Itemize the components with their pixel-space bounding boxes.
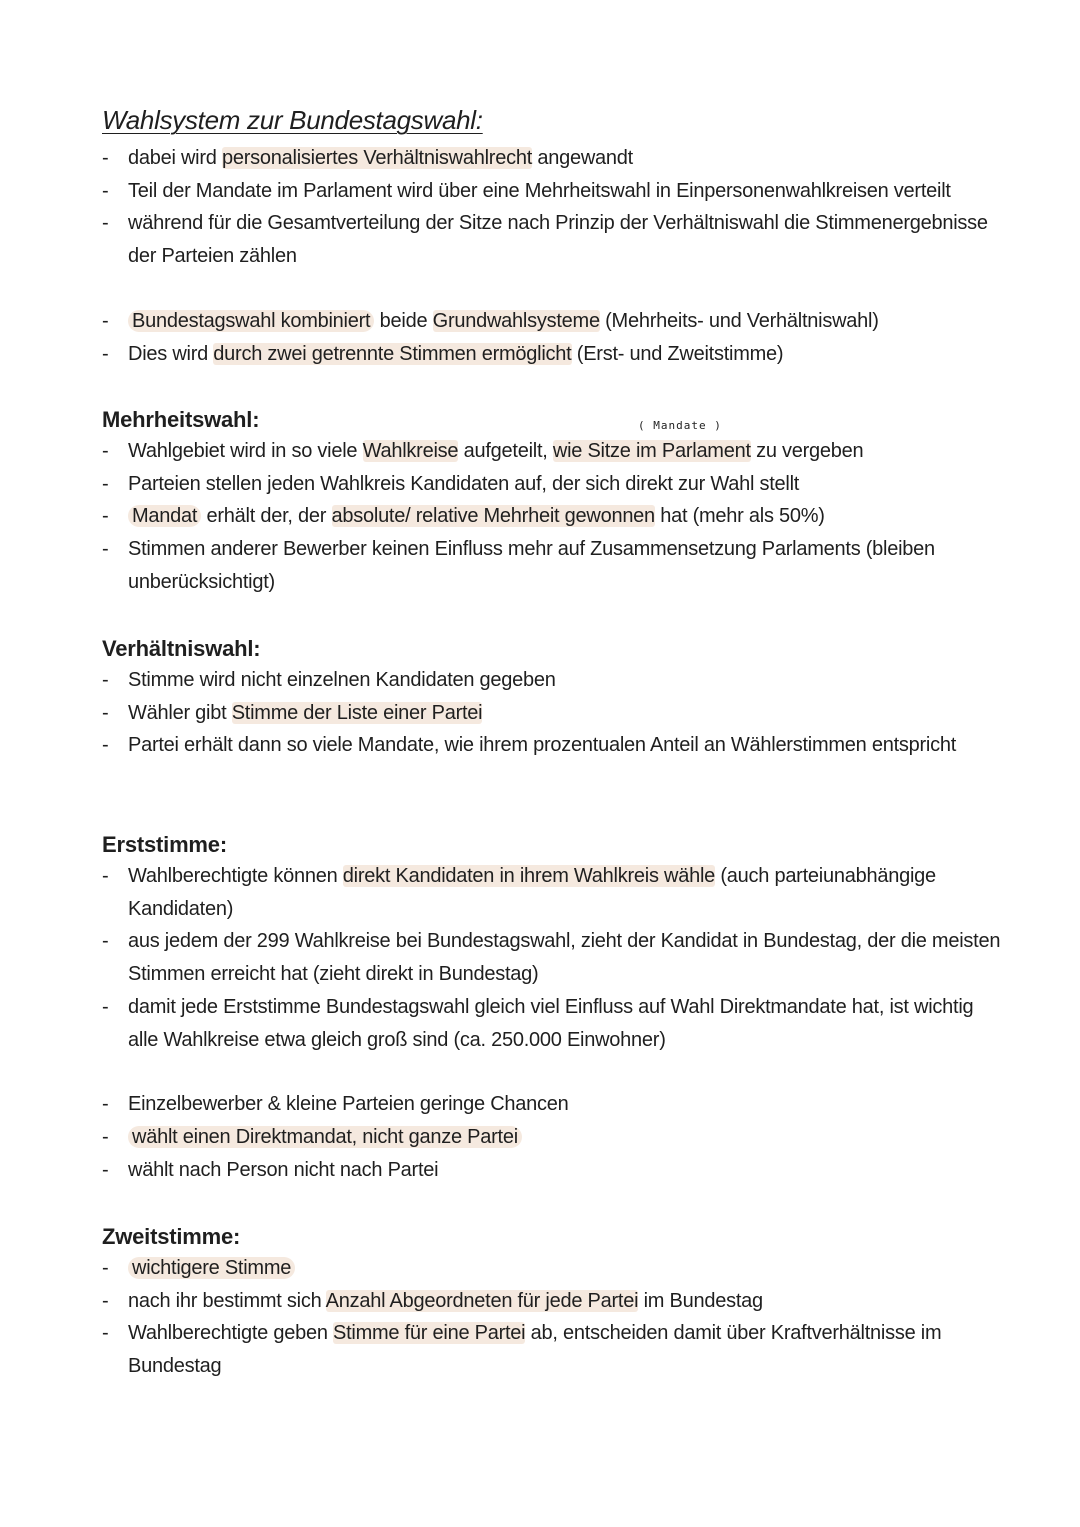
list-item: - nach ihr bestimmt sich Anzahl Abgeordneten für jede Partei im Bundestag	[102, 1285, 1002, 1318]
highlight: direkt Kandidaten in ihrem Wahlkreis wähle	[342, 865, 716, 887]
highlight: Stimme für eine Partei	[333, 1322, 526, 1345]
section-verhaeltniswahl	[102, 634, 1002, 762]
list-item: - Stimme wird nicht einzelnen Kandidaten gegeben	[102, 664, 1002, 697]
section-zweitstimme	[102, 1222, 1002, 1383]
list-item: - Wahlgebiet wird in so viele Wahlkreise aufgeteilt, wie Sitze im Parlament zu vergeben	[102, 435, 1002, 468]
mehrheitswahl-list	[102, 435, 1002, 599]
list-item: - Wahlberechtigte können direkt Kandidaten in ihrem Wahlkreis wähle (auch parteiunabhängige Kandidaten)	[102, 860, 1002, 925]
section-wahlsystem	[102, 104, 1002, 370]
list-item: - Partei erhält dann so viele Mandate, wie ihrem prozentualen Anteil an Wählerstimmen entspricht	[102, 729, 1002, 762]
list-item	[102, 1252, 1002, 1285]
zweitstimme-list	[102, 1252, 1002, 1383]
list-item: - Einzelbewerber & kleine Parteien geringe Chancen	[102, 1088, 1002, 1121]
highlight: wichtigere Stimme	[128, 1257, 295, 1279]
section-heading: Zweitstimme:	[102, 1224, 241, 1249]
list-item: - damit jede Erststimme Bundestagswahl gleich viel Einfluss auf Wahl Direktmandate hat, ist wichtig alle Wahlkreise etwa gleich groß sind (ca. 250.000 Einwohner)	[102, 991, 1002, 1056]
list-item	[102, 1121, 1002, 1154]
erststimme-list	[102, 860, 1002, 1186]
list-item: - Mandat erhält der, der absolute/ relative Mehrheit gewonnen hat (mehr als 50%)	[102, 500, 1002, 533]
verhaeltniswahl-list	[102, 664, 1002, 762]
list-item: - Bundestagswahl kombiniert beide Grundwahlsysteme (Mehrheits- und Verhältniswahl)	[102, 305, 1002, 338]
highlight: Bundestagswahl kombiniert	[128, 310, 374, 332]
highlight: personalisiertes Verhältniswahlrecht	[221, 147, 533, 169]
highlight: absolute/ relative Mehrheit gewonnen	[331, 505, 655, 528]
highlight: Stimme der Liste einer Partei	[231, 701, 483, 724]
highlight: Mandat	[128, 505, 201, 527]
highlight: durch zwei getrennte Stimmen ermöglicht	[213, 342, 572, 365]
highlight: Wahlkreise	[362, 440, 459, 462]
list-item: - Dies wird durch zwei getrennte Stimmen ermöglicht (Erst- und Zweitstimme)	[102, 338, 1002, 371]
highlight: wie Sitze im Parlament	[552, 440, 751, 462]
list-item: - dabei wird personalisiertes Verhältniswahlrecht angewandt	[102, 142, 1002, 175]
page-title: Wahlsystem zur Bundestagswahl:	[102, 105, 483, 135]
highlight: Anzahl Abgeordneten für jede Partei	[325, 1289, 639, 1312]
list-item: - Wahlberechtigte geben Stimme für eine Partei ab, entscheiden damit über Kraftverhältnisse im Bundestag	[102, 1317, 1002, 1382]
section-heading: Verhältniswahl:	[102, 636, 261, 661]
list-item: - wählt nach Person nicht nach Partei	[102, 1154, 1002, 1187]
list-item: - Parteien stellen jeden Wahlkreis Kandidaten auf, der sich direkt zur Wahl stellt	[102, 468, 1002, 501]
handwritten-annotation: ( Mandate )	[638, 419, 722, 432]
section-erststimme	[102, 830, 1002, 1186]
section-heading: Mehrheitswahl:	[102, 407, 260, 432]
list-item: - Stimmen anderer Bewerber keinen Einfluss mehr auf Zusammensetzung Parlaments (bleiben unberücksichtigt)	[102, 533, 1002, 598]
section-heading: Erststimme:	[102, 832, 227, 857]
list-item: - Wähler gibt Stimme der Liste einer Partei	[102, 697, 1002, 730]
intro-list	[102, 142, 1002, 370]
list-item: - während für die Gesamtverteilung der Sitze nach Prinzip der Verhältniswahl die Stimmenergebnisse der Parteien zählen	[102, 207, 1002, 272]
highlight: wählt einen Direktmandat, nicht ganze Partei	[128, 1126, 522, 1148]
list-item: - Teil der Mandate im Parlament wird über eine Mehrheitswahl in Einpersonenwahlkreisen verteilt	[102, 175, 1002, 208]
highlight: Grundwahlsysteme	[432, 309, 600, 332]
section-mehrheitswahl	[102, 405, 1002, 599]
list-item: - aus jedem der 299 Wahlkreise bei Bundestagswahl, zieht der Kandidat in Bundestag, der die meisten Stimmen erreicht hat (zieht direkt in Bundestag)	[102, 925, 1002, 990]
